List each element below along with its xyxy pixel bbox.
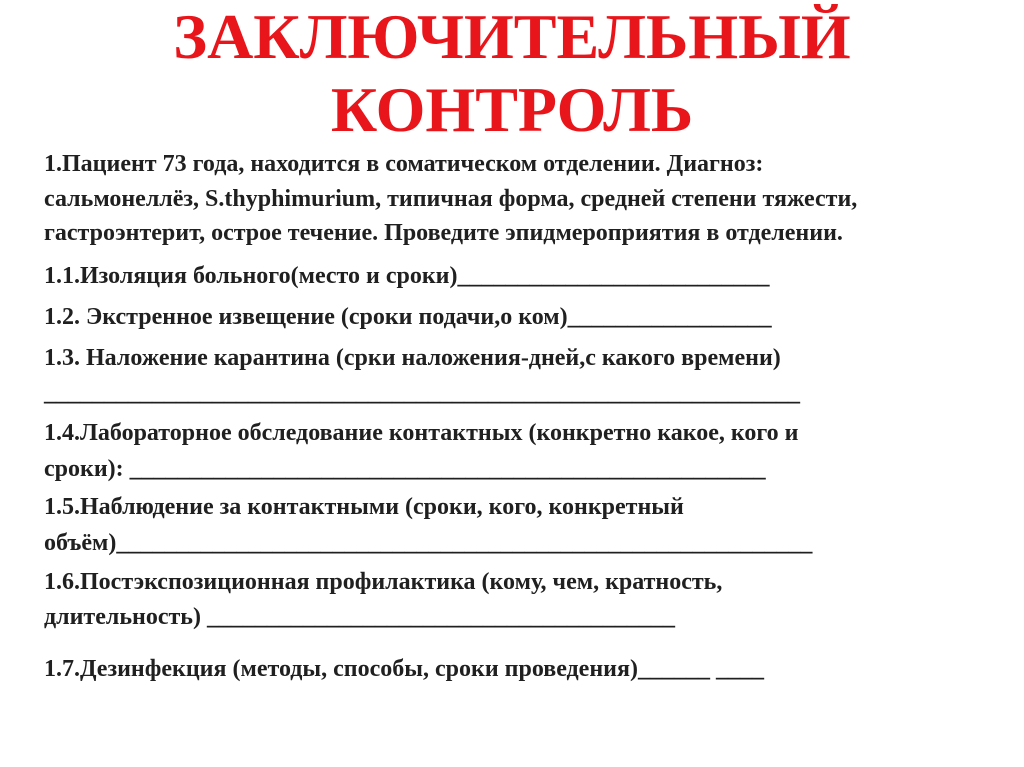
task-text-line-2: сальмонеллёз, S.thyphimurium, типичная форма, средней степени тяжести, (44, 186, 858, 212)
item-1-3-answer-line: _______________________________________________________________ (44, 380, 800, 406)
task-text-line-1: 1.Пациент 73 года, находится в соматическом отделении. Диагноз: (44, 151, 764, 177)
item-1-6-line-2: длительность) _______________________________________ (44, 604, 675, 630)
item-1-5-line-1: 1.5.Наблюдение за контактными (сроки, кого, конкретный (44, 494, 684, 520)
item-1-4-line-1: 1.4.Лабораторное обследование контактных (конкретно какое, кого и (44, 420, 799, 446)
task-text-line-3: гастроэнтерит, острое течение. Проведите эпидмероприятия в отделении. (44, 220, 843, 246)
item-1-4-line-2: сроки): _____________________________________________________ (44, 456, 766, 482)
item-1-6-line-1: 1.6.Постэкспозиционная профилактика (кому, чем, кратность, (44, 569, 723, 595)
slide-title-line-2: КОНТРОЛЬ (330, 74, 694, 145)
item-1-3-line-1: 1.3. Наложение карантина (срки наложения-дней,с какого времени) (44, 345, 781, 371)
item-1-2-line-1: 1.2. Экстренное извещение (сроки подачи,о ком)_________________ (44, 304, 772, 330)
item-1-5-line-2: объём)__________________________________________________________ (44, 530, 813, 556)
item-1-7-line-1: 1.7.Дезинфекция (методы, способы, сроки проведения)______ ____ (44, 656, 764, 682)
item-1-1-line-1: 1.1.Изоляция больного(место и сроки)__________________________ (44, 263, 770, 289)
slide-title-line-1: ЗАКЛЮЧИТЕЛЬНЫЙ (173, 1, 851, 72)
